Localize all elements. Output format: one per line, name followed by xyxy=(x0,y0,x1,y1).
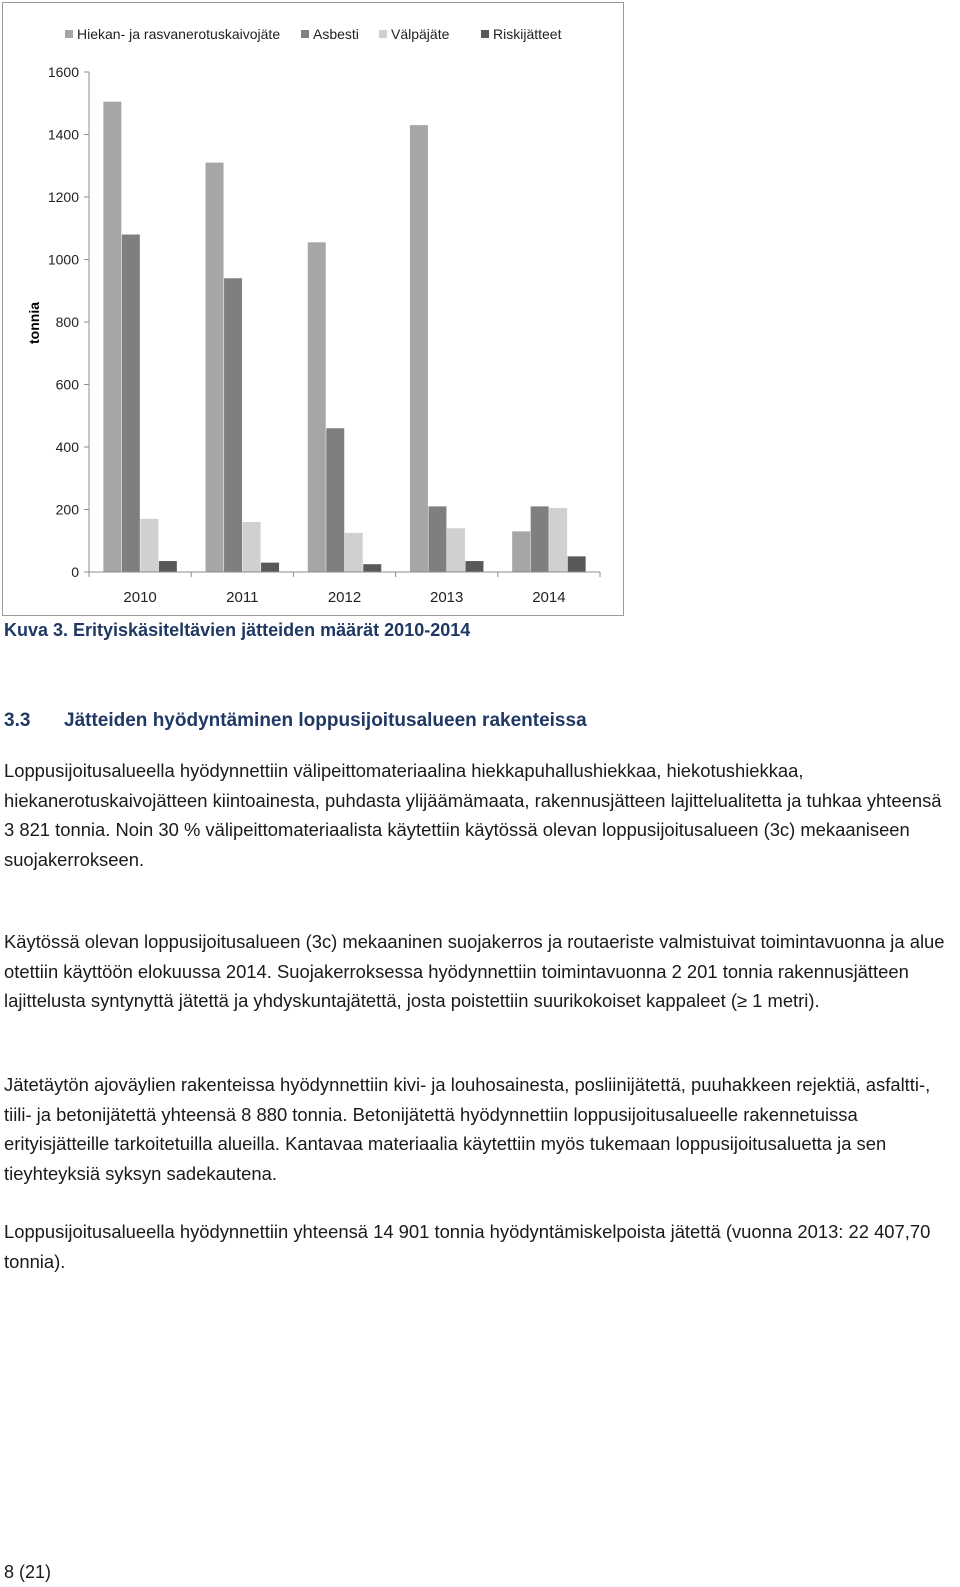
x-tick-label-2013: 2013 xyxy=(430,589,464,606)
bar-2012-series-1 xyxy=(308,242,326,572)
legend-swatch-2 xyxy=(301,30,309,38)
paragraph-4: Loppusijoitusalueella hyödynnettiin yhteensä 14 901 tonnia hyödyntämiskelpoista jätettä (vuonna 2013: 22 407,70 tonnia). xyxy=(4,1221,931,1272)
legend-label-2: Asbesti xyxy=(313,26,359,42)
legend-swatch-4 xyxy=(481,30,489,38)
paragraph-1: Loppusijoitusalueella hyödynnettiin välipeittomateriaalina hiekkapuhallushiekkaa, hiekotushiekkaa, hiekanerotuskaivojätteen kiintoainesta, puhdasta ylijäämämaata, rakennusjätteen lajittelualitetta ja tuhkaa yhteensä 3 821 tonnia. Noin 30 % välipeittomateriaalista käytettiin käytössä olevan loppusijoitusalueen (3c) mekaaniseen suojakerrokseen. xyxy=(4,760,942,870)
y-tick-label-400: 400 xyxy=(55,439,79,455)
y-tick-label-1600: 1600 xyxy=(47,64,79,80)
legend-swatch-3 xyxy=(379,30,387,38)
bar-2013-series-3 xyxy=(447,528,465,572)
legend-label-3: Välpäjäte xyxy=(391,26,450,42)
y-tick-label-1400: 1400 xyxy=(47,126,79,143)
y-tick-label-800: 800 xyxy=(55,314,79,330)
x-tick-label-2012: 2012 xyxy=(327,589,362,606)
bar-2010-series-3 xyxy=(140,519,158,572)
legend-swatch-1 xyxy=(65,30,73,38)
bar-2011-series-3 xyxy=(243,522,261,572)
bar-2012-series-2 xyxy=(326,428,344,572)
section-heading xyxy=(4,710,587,732)
y-tick-label-1200: 1200 xyxy=(47,189,79,205)
chart-frame xyxy=(2,2,624,616)
bar-2010-series-1 xyxy=(103,102,121,572)
figure-caption: Kuva 3. Erityiskäsiteltävien jätteiden määrät 2010-2014 xyxy=(4,620,471,640)
x-axis xyxy=(89,72,600,606)
bar-2014-series-3 xyxy=(549,508,567,572)
bar-2011-series-4 xyxy=(261,563,279,572)
bar-2012-series-3 xyxy=(345,533,363,572)
bar-2012-series-4 xyxy=(363,564,381,572)
x-tick-label-2010: 2010 xyxy=(123,589,157,606)
paragraph-2: Käytössä olevan loppusijoitusalueen (3c) mekaaninen suojakerros ja routaeriste valmistuivat toimintavuonna ja alue otettiin käyttöön elokuussa 2014. Suojakerroksessa hyödynnettiin toimintavuonna 2 201 tonnia rakennusjätteen lajittelusta syntynyttä jätettä ja yhdyskuntajätettä, josta poistettiin suurikokoiset kappaleet (≥ 1 metri). xyxy=(4,931,945,1011)
x-tick-label-2011: 2011 xyxy=(226,589,259,606)
y-tick-label-200: 200 xyxy=(55,501,79,518)
paragraph-3: Jätetäytön ajoväylien rakenteissa hyödynnettiin kivi- ja louhosainesta, posliinijätettä, puuhakkeen rejektiä, asfaltti-, tiili- ja betonijätettä yhteensä 8 880 tonnia. Betonijätettä hyödynnettiin loppusijoitusalueelle rakennetuissa erityisjätteille tarkoitetuilla alueilla. Kantavaa materiaalia käytettiin myös tukemaan loppusijoitusaluetta ja sen tieyhteyksiä syksyn sadekautena. xyxy=(4,1074,931,1184)
bar-2010-series-2 xyxy=(122,235,140,573)
chart-legend xyxy=(65,26,562,42)
bar-2010-series-4 xyxy=(159,561,177,572)
legend-label-1: Hiekan- ja rasvanerotuskaivojäte xyxy=(77,26,281,42)
y-axis-ticks xyxy=(48,64,89,580)
section-number: 3.3 xyxy=(4,710,31,731)
bar-2013-series-2 xyxy=(428,506,446,572)
bar-2014-series-4 xyxy=(568,556,586,572)
page-number: 8 (21) xyxy=(4,1562,52,1582)
chart-bars xyxy=(103,102,585,572)
y-tick-label-1000: 1000 xyxy=(47,251,79,268)
section-title: Jätteiden hyödyntäminen loppusijoitusalueen rakenteissa xyxy=(64,710,587,731)
bar-2013-series-4 xyxy=(465,561,483,572)
y-axis-label: tonnia xyxy=(26,302,42,344)
y-tick-label-600: 600 xyxy=(55,376,79,393)
y-tick-label-0: 0 xyxy=(71,564,79,580)
legend-label-4: Riskijätteet xyxy=(493,26,562,42)
x-tick-label-2014: 2014 xyxy=(532,589,566,606)
bar-2014-series-2 xyxy=(531,506,549,572)
bar-2011-series-2 xyxy=(224,278,242,572)
bar-chart xyxy=(3,3,625,617)
bar-2013-series-1 xyxy=(410,125,428,572)
bar-2014-series-1 xyxy=(512,531,530,572)
bar-2011-series-1 xyxy=(206,163,224,572)
